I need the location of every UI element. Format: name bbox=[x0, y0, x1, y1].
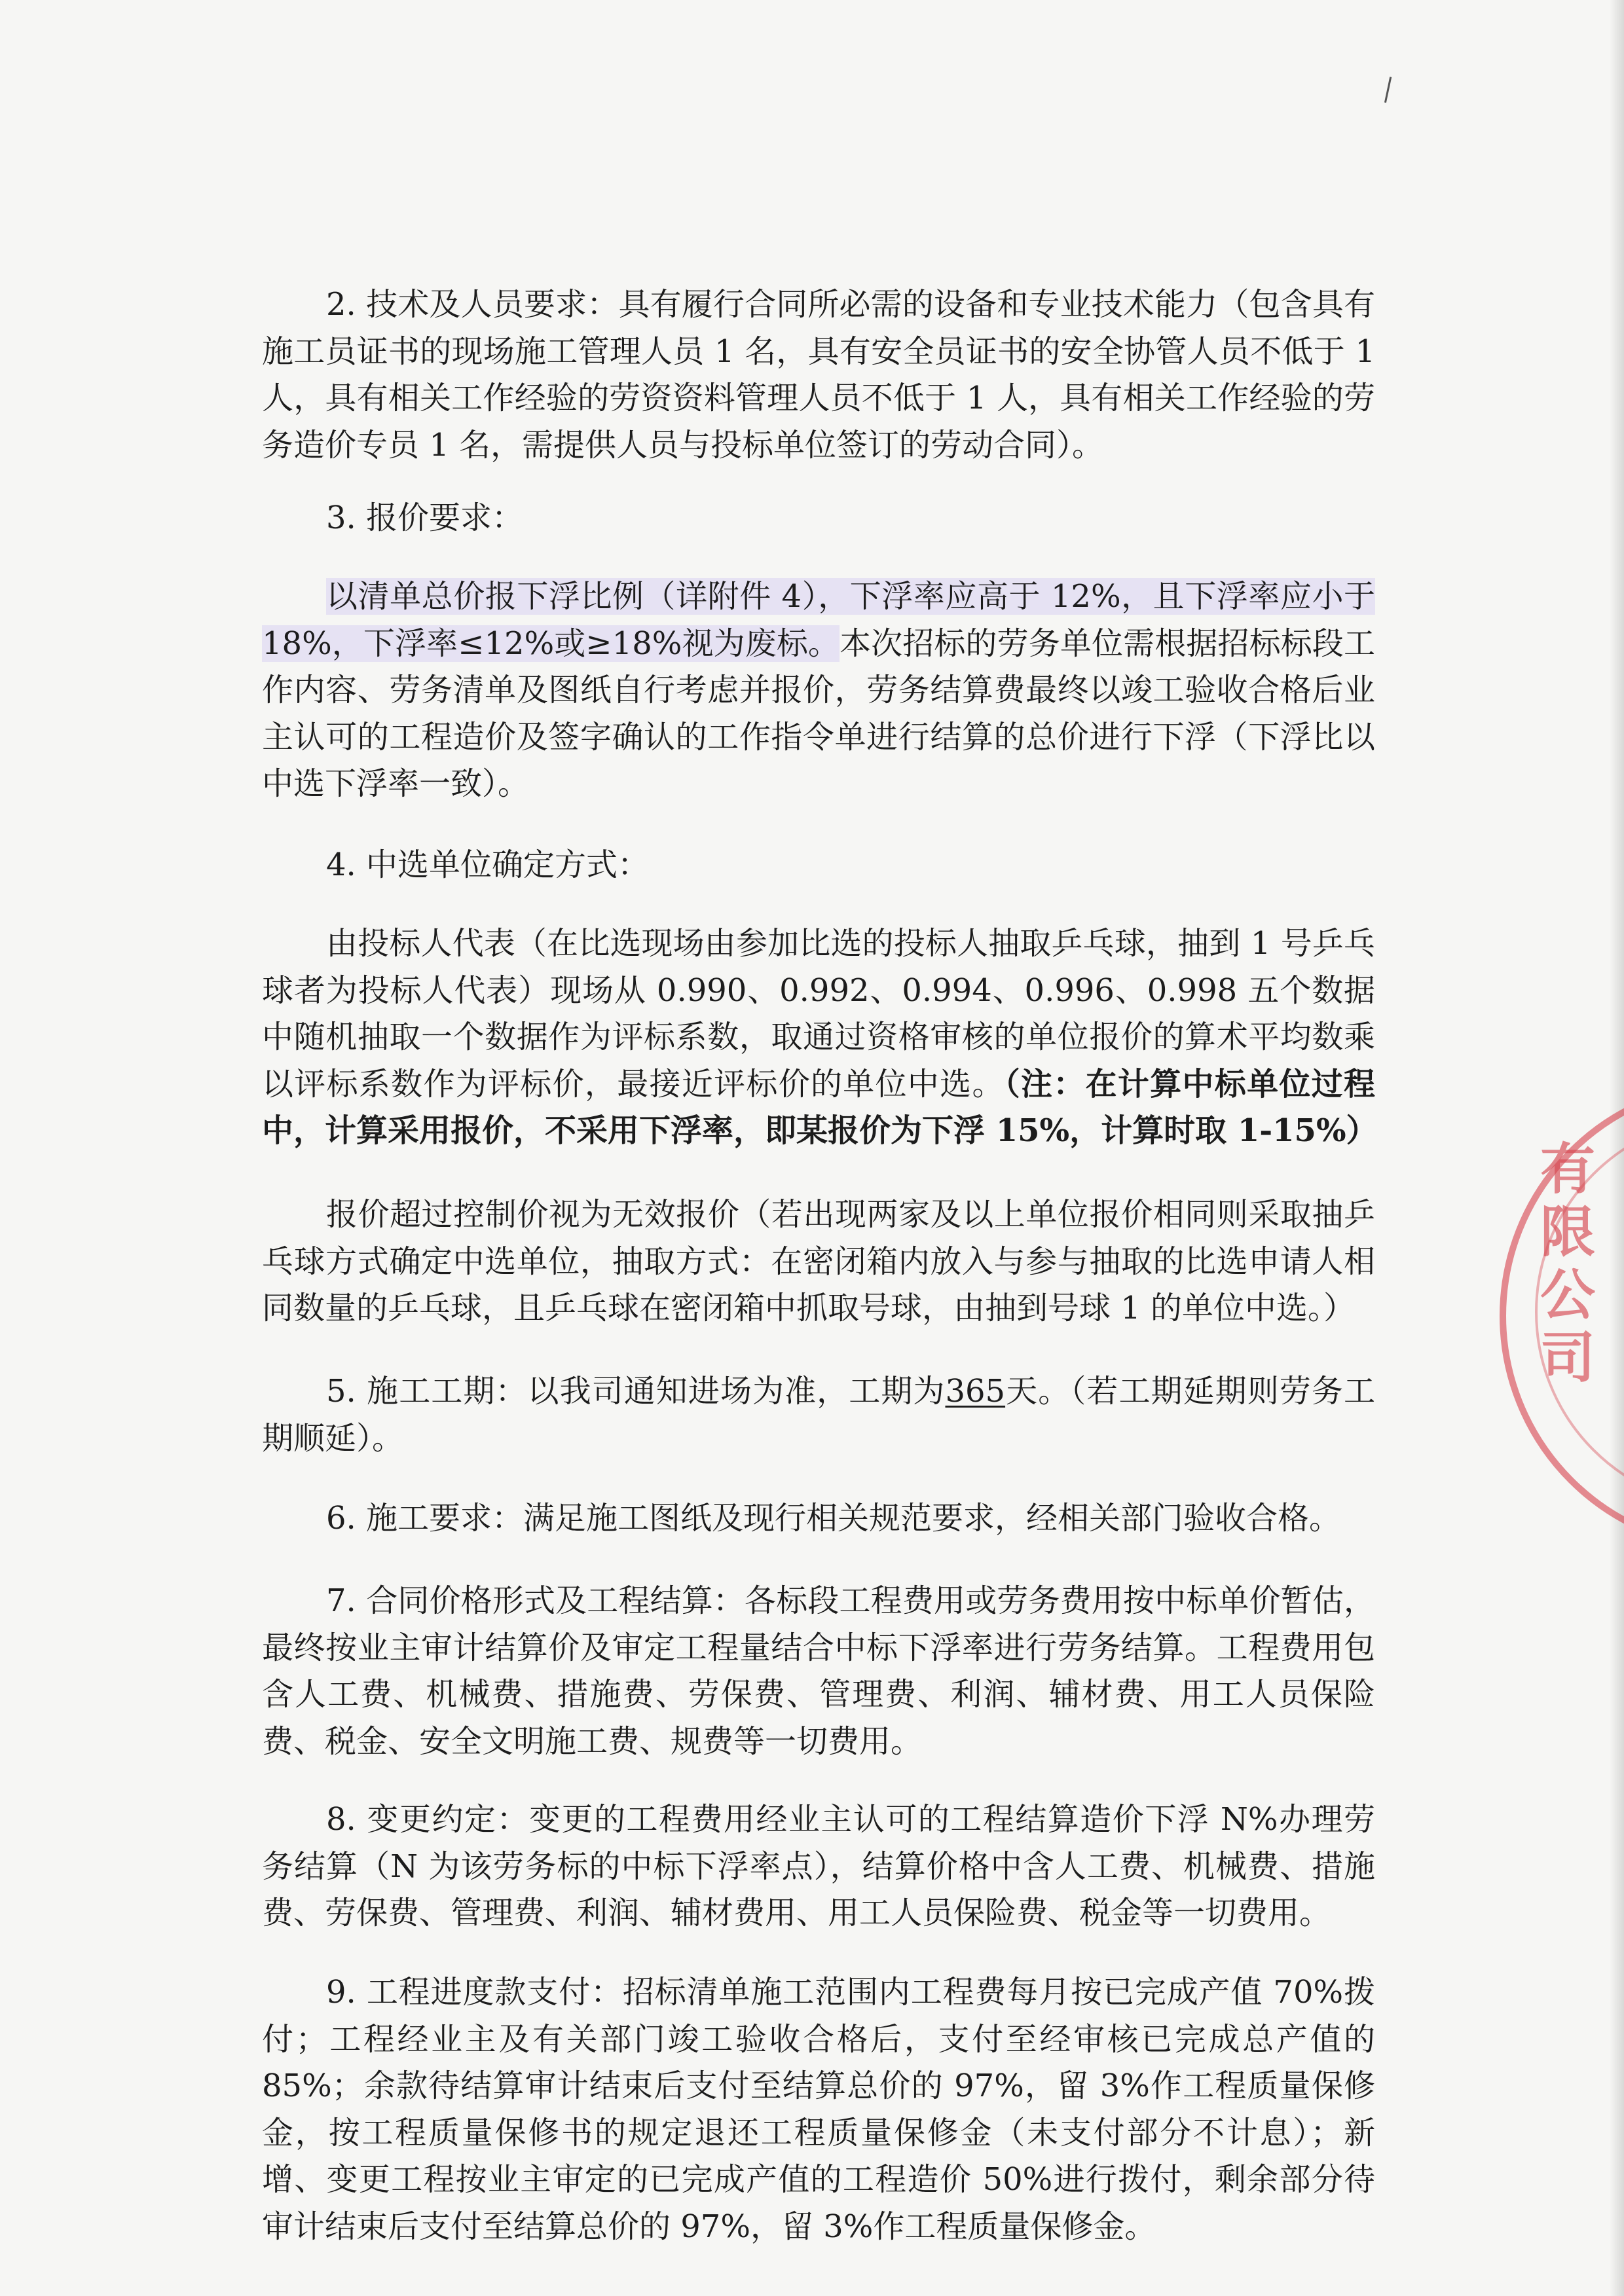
para-quote-requirements bbox=[262, 574, 1375, 808]
para-progress-payment: 9. 工程进度款支付：招标清单施工范围内工程费每月按已完成产值 70%拨付；工程经业主及有关部门竣工验收合格后，支付至经审核已完成总产值的 85%；余款待结算审计结束后支付至结算总价的 97%，留 3%作工程质量保修金，按工程质量保修书的规定退还工程质量保修金（未支付部分不计息）；新增、变更工程按业主审定的已完成产值的工程造价 50%进行拨付，剩余部分待审计结束后支付至结算总价的 97%，留 3%作工程质量保修金。 bbox=[262, 1974, 1375, 2245]
period-prefix: 5. 施工工期：以我司通知进场为准，工期为 bbox=[326, 1373, 946, 1410]
para-selection-heading: 4. 中选单位确定方式： bbox=[326, 847, 650, 883]
period-days: 365 bbox=[945, 1373, 1006, 1410]
para-technical-requirements: 2. 技术及人员要求：具有履行合同所必需的设备和专业技术能力（包含具有施工员证书的现场施工管理人员 1 名，具有安全员证书的安全协管人员不低于 1 人，具有相关工作经验的劳资资料管理人员不低于 1 人，具有相关工作经验的劳务造价专员 1 名，需提供人员与投标单位签订的劳动合同）。 bbox=[262, 286, 1375, 464]
company-seal bbox=[1500, 1080, 1624, 1552]
highlighted-quote-rule: 以清单总价报下浮比例（详附件 4），下浮率应高于 12%，且下浮率应小于 18%，下浮率≤12%或≥18%视为废标。 bbox=[262, 578, 1375, 662]
selection-note: （注：在计算中标单位过程中，计算采用报价，不采用下浮率，即某报价为下浮 15%，计算时取 1-15%） bbox=[262, 1065, 1378, 1149]
quote-rest: 本次招标的劳务单位需根据招标标段工作内容、劳务清单及图纸自行考虑并报价，劳务结算费最终以竣工验收合格后业主认可的工程造价及签字确认的工作指令单进行结算的总价进行下浮（下浮比以中选下浮率一致）。 bbox=[262, 625, 1375, 802]
para-selection-method bbox=[262, 920, 1378, 1155]
para-construction-period bbox=[262, 1368, 1375, 1462]
pen-mark bbox=[1384, 77, 1397, 103]
para-quote-heading: 3. 报价要求： bbox=[326, 500, 524, 536]
para-change-agreement: 8. 变更约定：变更的工程费用经业主认可的工程结算造价下浮 N%办理劳务结算（N 为该劳务标的中标下浮率点），结算价格中含人工费、机械费、措施费、劳保费、管理费、利润、辅材费用、用工人员保险费、税金等一切费用。 bbox=[262, 1801, 1375, 1931]
para-contract-price: 7. 合同价格形式及工程结算：各标段工程费用或劳务费用按中标单价暂估，最终按业主审计结算价及审定工程量结合中标下浮率进行劳务结算。工程费用包含人工费、机械费、措施费、劳保费、管理费、利润、辅材费、用工人员保险费、税金、安全文明施工费、规费等一切费用。 bbox=[262, 1582, 1375, 1760]
period-suffix: 天。（若工期延期则劳务工期顺延）。 bbox=[262, 1373, 1375, 1457]
seal-text: 有限公司 bbox=[1540, 1137, 1596, 1390]
para-invalid-quote: 报价超过控制价视为无效报价（若出现两家及以上单位报价相同则采取抽乒乓球方式确定中选单位，抽取方式：在密闭箱内放入与参与抽取的比选申请人相同数量的乒乓球，且乒乓球在密闭箱中抓取号球，由抽到号球 1 的单位中选。） bbox=[262, 1196, 1375, 1326]
para-construction-requirements: 6. 施工要求：满足施工图纸及现行相关规范要求，经相关部门验收合格。 bbox=[326, 1500, 1341, 1537]
selection-body: 由投标人代表（在比选现场由参加比选的投标人抽取乒乓球，抽到 1 号乒乓球者为投标人代表）现场从 0.990、0.992、0.994、0.996、0.998 五个数据中随机抽取一个数据作为评标系数，取通过资格审核的单位报价的算术平均数乘以评标系数作为评标价，最接近评标价的单位中选。 bbox=[262, 925, 1375, 1102]
